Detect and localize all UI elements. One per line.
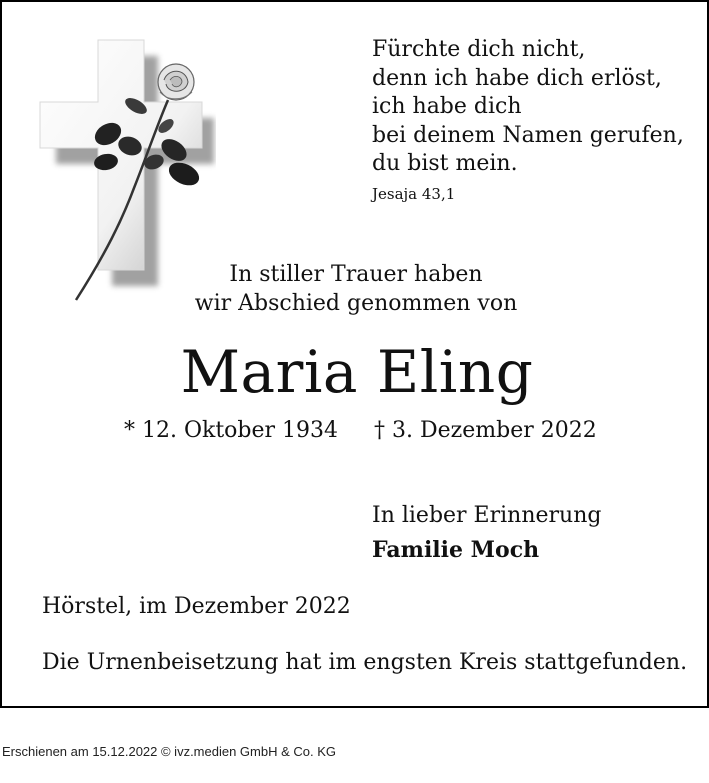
verse-line: Fürchte dich nicht, [372, 37, 586, 62]
burial-note: Die Urnenbeisetzung hat im engsten Kreis stattgefunden. [42, 650, 688, 675]
birth-date: * 12. Oktober 1934 [124, 418, 339, 443]
intro-text [156, 260, 556, 318]
memory-phrase: In lieber Erinnerung [372, 503, 602, 528]
verse-line: du bist mein. [372, 151, 518, 176]
deceased-name: Maria Eling [180, 338, 534, 406]
verse-line: ich habe dich [372, 94, 522, 119]
intro-line: wir Abschied genommen von [194, 291, 518, 316]
verse-line: denn ich habe dich erlöst, [372, 65, 662, 91]
scripture-verse [372, 36, 684, 179]
place-date: Hörstel, im Dezember 2022 [42, 594, 351, 619]
intro-line: In stiller Trauer haben [229, 262, 483, 287]
verse-line: bei deinem Namen gerufen, [372, 122, 684, 148]
death-date: † 3. Dezember 2022 [374, 418, 597, 443]
verse-reference: Jesaja 43,1 [372, 185, 456, 203]
family-signature: Familie Moch [372, 537, 540, 563]
publication-footer: Erschienen am 15.12.2022 © ivz.medien GmbH & Co. KG [2, 744, 337, 759]
